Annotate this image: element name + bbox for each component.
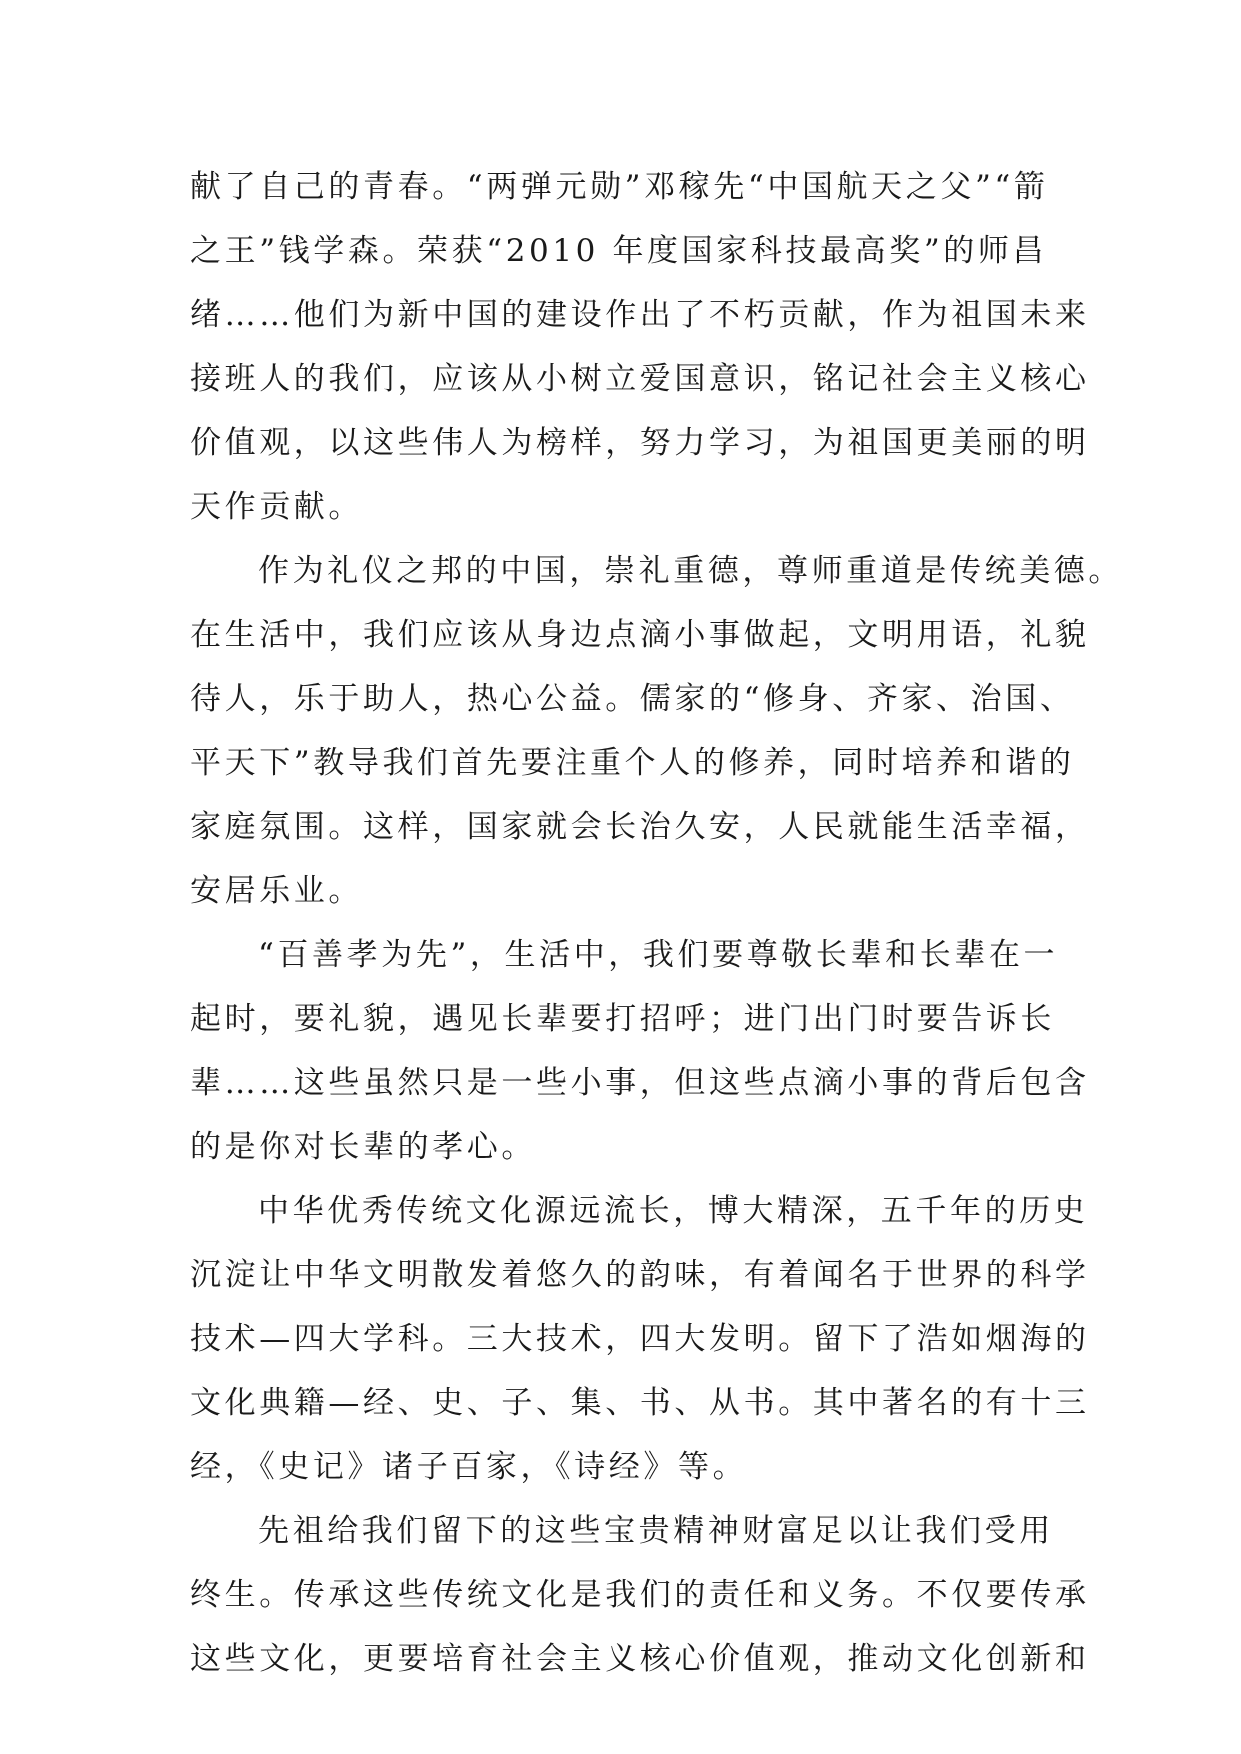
- text-line: 之王”钱学森。荣获“2010 年度国家科技最高奖”的师昌: [190, 233, 1048, 269]
- text-line: 天作贡献。: [190, 489, 363, 525]
- text-line: 沉淀让中华文明散发着悠久的韵味，有着闻名于世界的科学: [190, 1257, 1090, 1293]
- text-line: 家庭氛围。这样，国家就会长治久安，人民就能生活幸福，: [190, 809, 1090, 845]
- paragraph-first-line: 作为礼仪之邦的中国，崇礼重德，尊师重道是传统美德。: [258, 553, 1123, 589]
- text-line: 的是你对长辈的孝心。: [190, 1129, 536, 1165]
- text-line: 终生。传承这些传统文化是我们的责任和义务。不仅要传承: [190, 1577, 1090, 1613]
- text-line: 绪……他们为新中国的建设作出了不朽贡献，作为祖国未来: [190, 297, 1090, 333]
- text-line: 这些文化，更要培育社会主义核心价值观，推动文化创新和: [190, 1641, 1090, 1677]
- text-line: 经，《史记》诸子百家，《诗经》等。: [190, 1449, 748, 1485]
- text-line: 献了自己的青春。“两弹元勋”邓稼先“中国航天之父”“箭: [190, 169, 1049, 205]
- paragraph-first-line: “百善孝为先”，生活中，我们要尊敬长辈和长辈在一: [258, 937, 1059, 973]
- text-line: 价值观，以这些伟人为榜样，努力学习，为祖国更美丽的明: [190, 425, 1090, 461]
- text-line: 起时，要礼貌，遇见长辈要打招呼；进门出门时要告诉长: [190, 1001, 1055, 1037]
- paragraph-first-line: 先祖给我们留下的这些宝贵精神财富足以让我们受用: [258, 1513, 1054, 1549]
- text-line: 接班人的我们，应该从小树立爱国意识，铭记社会主义核心: [190, 361, 1090, 397]
- text-line: 文化典籍—经、史、子、集、书、从书。其中著名的有十三: [190, 1385, 1090, 1421]
- text-line: 辈……这些虽然只是一些小事，但这些点滴小事的背后包含: [190, 1065, 1090, 1101]
- paragraph-first-line: 中华优秀传统文化源远流长，博大精深，五千年的历史: [258, 1193, 1089, 1229]
- text-line: 在生活中，我们应该从身边点滴小事做起，文明用语，礼貌: [190, 617, 1090, 653]
- text-line: 技术—四大学科。三大技术，四大发明。留下了浩如烟海的: [190, 1321, 1090, 1357]
- text-line: 待人，乐于助人，热心公益。儒家的“修身、齐家、治国、: [190, 681, 1075, 717]
- text-line: 安居乐业。: [190, 873, 363, 909]
- body-text: [190, 155, 1123, 1691]
- text-line: 平天下”教导我们首先要注重个人的修养，同时培养和谐的: [190, 745, 1075, 781]
